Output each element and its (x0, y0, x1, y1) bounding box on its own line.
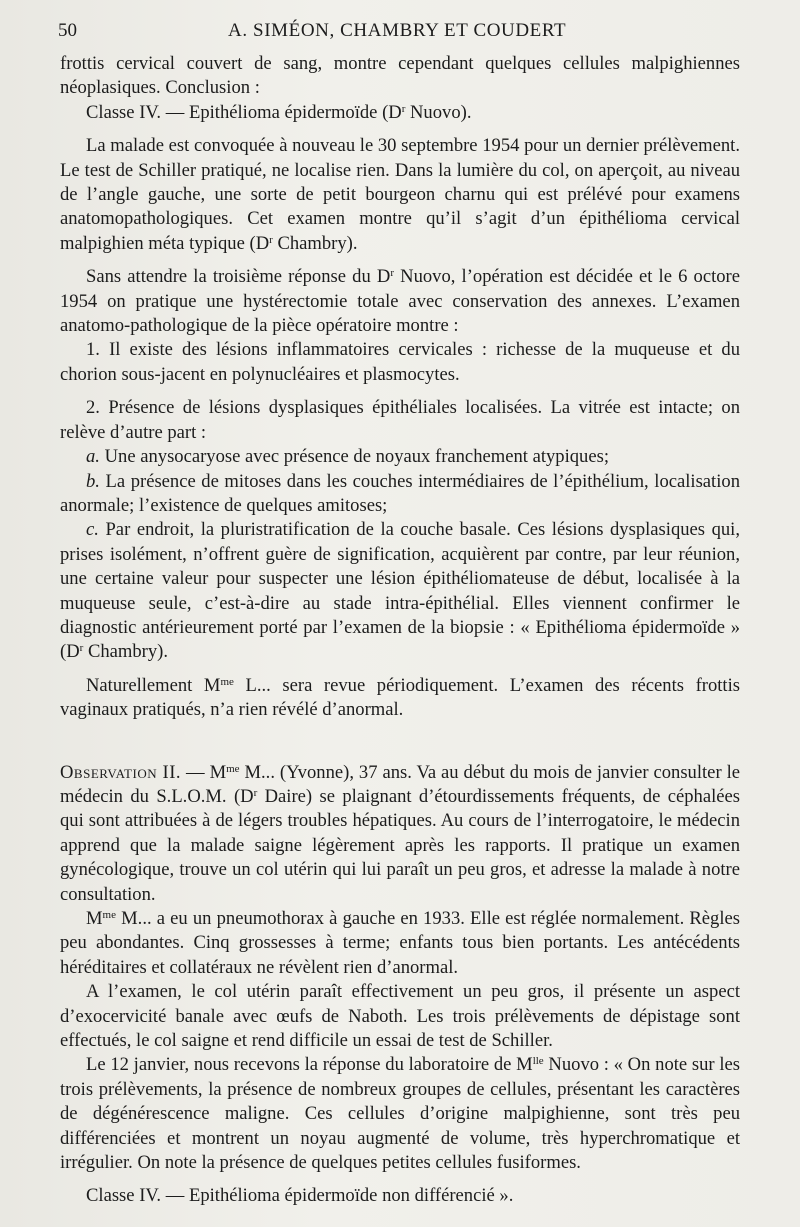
page-number: 50 (58, 20, 77, 41)
paragraph: Classe IV. — Epithélioma épidermoïde non différencié ». (86, 1185, 514, 1207)
page-header (58, 14, 760, 44)
list-item: b. La présence de mitoses dans les couches intermédiaires de l’épithélium, localisation anormale; l’existence de quelques amitoses; (60, 470, 740, 516)
paragraph: Sans attendre la troisième réponse du $D^r$ Nuovo, l’opération est décidée et le 6 octore 1954 on pratique une hystérectomie totale avec conservation des annexes. L’examen anatomo-pathologique de la pièce opératoire montre : (60, 266, 740, 337)
paragraph: $M^{me}$ M... a eu un pneumothorax à gauche en 1933. Elle est réglée normalement. Règles peu abondantes. Cinq grossesses à terme; enfants tous bien portants. Les antécédents héréditaires et collatéraux ne révèlent rien d’anormal. (60, 908, 740, 978)
paragraph: 1. Il existe des lésions inflammatoires cervicales : richesse de la muqueuse et du chorion sous-jacent en polynucléaires et plasmocytes. (60, 339, 740, 385)
observation-heading-paragraph: Observation II. — $M^{me}$ M... (Yvonne), 37 ans. Va au début du mois de janvier consulter le médecin du S.L.O.M. ($D^r$ Daire) se plaignant d’étourdissements fréquents, de céphalées qui sont attribuées à de légers troubles hépatiques. Au cours de l’interrogatoire, le médecin apprend que la malade saigne légèrement après les rapports. Il pratique un examen gynécologique, trouve un col utérin qui lui paraît un peu gros, et adresse la malade à notre consultation. (60, 761, 740, 905)
paragraph: Naturellement $M^{me}$ L... sera revue périodiquement. L’examen des récents frottis vaginaux pratiqués, n’a rien révélé d’anormal. (60, 674, 740, 721)
paragraph: 2. Présence de lésions dysplasiques épithéliales localisées. La vitrée est intacte; on relève d’autre part : (60, 397, 740, 443)
paragraph: Classe IV. — Epithélioma épidermoïde ($D^r$ Nuovo). (86, 101, 472, 123)
running-title: A. SIMÉON, CHAMBRY ET COUDERT (228, 20, 567, 41)
paragraph: frottis cervical couvert de sang, montre cependant quelques cellules malpighiennes néoplasiques. Conclusion : (60, 53, 740, 99)
paragraph: A l’examen, le col utérin paraît effectivement un peu gros, il présente un aspect d’exocervicité banale avec œufs de Naboth. Les trois prélèvements de dépistage sont effectués, le col saigne et rend difficile un essai de test de Schiller. (60, 981, 740, 1052)
list-item: a. Une anysocaryose avec présence de noyaux franchement atypiques; (86, 446, 609, 468)
observation-label: Observation II. (60, 761, 182, 783)
paragraph: La malade est convoquée à nouveau le 30 septembre 1954 pour un dernier prélèvement. Le test de Schiller pratiqué, ne localise rien. Dans la lumière du col, on aperçoit, au niveau de l’angle gauche, une sorte de petit bourgeon charnu qui est prélévé pour examens anatomopathologiques. Cet examen montre qu’il s’agit d’un épithélioma cervical malpighien méta typique ($D^r$ Chambry). (60, 135, 740, 254)
list-item: c. Par endroit, la pluristratification de la couche basale. Ces lésions dysplasiques qui, prises isolément, n’offrent guère de signification, acquièrent par contre, par leur réunion, une certaine valeur pour suspecter une lésion épithéliomateuse de début, localisée à la muqueuse seule, c’est-à-dire au stade intra-épithélial. Elles viennent confirmer le diagnostic antérieurement porté par l’examen de la biopsie : « Epithélioma épidermoïde » ($D^r$ Chambry). (60, 519, 740, 663)
paragraph: Le 12 janvier, nous recevons la réponse du laboratoire de $M^{lle}$ Nuovo : « On note sur les trois prélèvements, la présence de nombreux groupes de cellules, présentant les caractères de dégénérescence maligne. Ces cellules d’origine malpighienne, sont très peu différenciées et montrent un noyau augmenté de volume, très hyperchromatique et irrégulier. On note la présence de quelques petites cellules fusiformes. (60, 1054, 740, 1174)
body-text (60, 52, 740, 1209)
